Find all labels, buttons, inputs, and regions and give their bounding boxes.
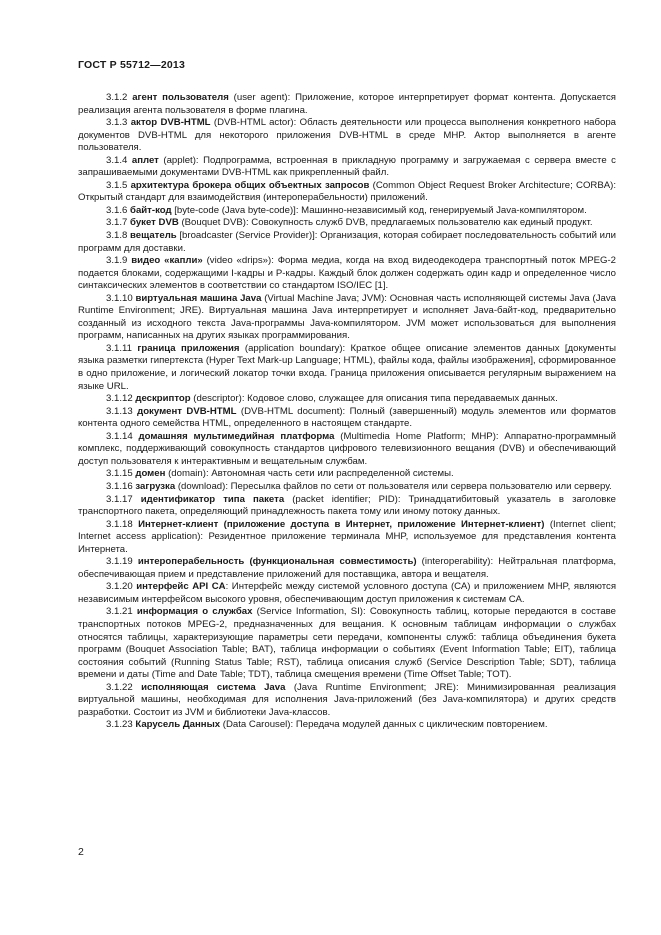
- definition-term: исполняющая система Java: [141, 681, 286, 693]
- definition-entry: [78, 481, 616, 494]
- definition-text: (Common Object Request Broker Architecture; CORBA): Открытый стандарт для взаимодействия (интероперабельности) приложений.: [78, 179, 617, 204]
- definition-text: [broadcaster (Service Provider)]: Организация, которая собирает последовательность событий или программ для доставки.: [78, 230, 616, 254]
- definition-text: (download): Пересылка файлов по сети от пользователя или сервера пользователю или серверу.: [175, 480, 612, 492]
- definition-term: интерфейс API CA: [136, 581, 226, 593]
- definition-entry: [78, 393, 616, 406]
- definition-entry: [78, 205, 616, 218]
- definition-entry: [78, 92, 616, 117]
- definition-number: 3.1.4: [106, 154, 128, 166]
- definition-number: 3.1.16: [106, 480, 133, 492]
- definition-text: (application boundary): Краткое общее описание элементов данных [документы языка разметки гипертекста (Hyper Text Mark-up Language; HTML), файлы кода, файлы изображения], сформированное в одно приложение, и логический локатор точки входа. Граница приложения описывается регулярным выражением на языке URL.: [78, 342, 617, 392]
- definition-text: (Internet client; Internet access application): Резидентное приложение терминала MHP, используемое для представления контента Интернета.: [78, 518, 616, 555]
- definition-term: Интернет-клиент (приложение доступа в Интернет, приложение Интернет-клиент): [138, 518, 545, 530]
- definition-text: (Virtual Machine Java; JVM): Основная часть исполняющей системы Java (Java Runtime Environment; JRE). Виртуальная машина Java интерпретирует и исполняет Java-байт-код, предварительно созданный из исходного текста Java-программы Java-компилятором. JVM может использоваться для выполнения программ, написанных на других языках программирования.: [78, 292, 616, 342]
- definition-text: (Data Carousel): Передача модулей данных с циклическим повторением.: [220, 719, 548, 731]
- definition-term: интероперабельность (функциональная совместимость): [137, 556, 417, 568]
- definition-term: идентификатор типа пакета: [140, 493, 285, 505]
- definition-entry: [78, 431, 616, 469]
- definition-entry: [78, 217, 616, 230]
- definition-number: 3.1.22: [106, 681, 133, 693]
- definition-text: (domain): Автономная часть сети или распределенной системы.: [165, 468, 454, 480]
- definition-number: 3.1.11: [106, 342, 132, 354]
- page-number: 2: [78, 846, 84, 858]
- definition-term: документ DVB-HTML: [137, 405, 237, 417]
- definition-number: 3.1.18: [106, 518, 133, 530]
- definition-number: 3.1.3: [106, 117, 128, 129]
- definition-term: информация о службах: [136, 606, 253, 618]
- definition-entry: [78, 519, 616, 557]
- document-header: ГОСТ Р 55712—2013: [78, 59, 186, 71]
- definition-term: аплет: [131, 154, 159, 166]
- definition-number: 3.1.2: [106, 92, 128, 103]
- definition-entry: [78, 343, 616, 393]
- definition-entry: [78, 117, 616, 155]
- definition-entry: [78, 581, 616, 606]
- definitions-section: [78, 92, 616, 732]
- definition-entry: [78, 180, 616, 205]
- definition-text: (descriptor): Кодовое слово, служащее для описания типа передаваемых данных.: [190, 393, 558, 405]
- definition-number: 3.1.15: [106, 468, 133, 480]
- definition-term: букет DVB: [130, 217, 179, 229]
- definition-entry: [78, 406, 616, 431]
- definition-text: : Интерфейс между системой условного доступа (СА) и приложением MHP, являются независимым интерфейсом высокого уровня, обеспечивающим доступ приложения к системам СА.: [78, 581, 617, 605]
- definition-text: (applet): Подпрограмма, встроенная в прикладную программу и загружаемая с сервера вместе с запрашиваемыми документами DVB-HTML как прикрепленный файл.: [78, 154, 616, 179]
- definition-entry: [78, 155, 616, 180]
- definition-term: актор DVB-HTML: [130, 117, 211, 129]
- definition-entry: [78, 682, 616, 720]
- definition-text: (user agent): Приложение, которое интерпретирует формат контента. Допускается реализация агента пользователя в форме плагина.: [78, 92, 616, 116]
- definition-term: граница приложения: [137, 342, 240, 354]
- definition-number: 3.1.10: [106, 292, 133, 304]
- definition-term: домен: [135, 468, 166, 480]
- definition-entry: [78, 468, 616, 481]
- definition-term: Карусель Данных: [135, 719, 221, 731]
- definition-number: 3.1.6: [106, 204, 128, 216]
- definition-number: 3.1.20: [106, 581, 133, 593]
- definition-term: вещатель: [130, 230, 177, 242]
- definition-entry: [78, 293, 616, 343]
- definition-text: (video «drips»): Форма медиа, когда на вход видеодекодера транспортный поток MPEG-2 подается блоками, содержащими I-кадры и Р-кадры. Каждый блок должен содержать один кадр и определенное число синтаксических элементов в соответствии со стандартом ISO/IEC [1].: [78, 255, 617, 292]
- definition-text: (interoperability): Нейтральная платформа, обеспечивающая прием и представление приложений для поставщика, автора и вещателя.: [78, 556, 616, 580]
- definition-number: 3.1.14: [106, 430, 133, 442]
- definition-text: (DVB-HTML document): Полный (завершенный) модуль элементов или форматов контента одного семейства HTML, определенного в настоящем стандарте.: [78, 405, 616, 430]
- definition-entry: [78, 606, 616, 681]
- definition-number: 3.1.9: [106, 255, 128, 267]
- definition-text: (Multimedia Home Platform; MHP): Аппаратно-программный комплекс, поддерживающий совокупность стандартов цифрового телевизионного вещания (DVB) и обеспечивающий доступ пользователя к интерактивным и вещательным службам.: [78, 430, 617, 467]
- definition-term: виртуальная машина Java: [135, 292, 262, 304]
- definition-entry: [78, 556, 616, 581]
- definition-number: 3.1.8: [106, 230, 128, 242]
- definition-text: [byte-code (Java byte-code)]: Машинно-независимый код, генерируемый Java-компилятором.: [171, 204, 587, 216]
- definition-number: 3.1.21: [106, 606, 133, 618]
- definition-term: видео «капли»: [131, 255, 203, 267]
- definition-term: домашняя мультимедийная платформа: [138, 430, 335, 442]
- definition-number: 3.1.7: [106, 217, 128, 229]
- definition-term: архитектура брокера общих объектных запросов: [130, 179, 370, 191]
- definition-number: 3.1.19: [106, 556, 133, 568]
- definition-text: (Bouquet DVB): Совокупность служб DVB, предлагаемых пользователю как единый продукт.: [178, 217, 593, 229]
- definition-number: 3.1.23: [106, 719, 133, 731]
- definition-term: загрузка: [135, 480, 176, 492]
- definition-entry: [78, 255, 616, 293]
- definition-text: (DVB-HTML actor): Область деятельности или процесса выполнения конкретного набора документов DVB-HTML для некоторого приложения DVB-HTML в среде MHP. Актор выполняется в агенте пользователя.: [78, 117, 616, 154]
- definition-number: 3.1.12: [106, 393, 133, 405]
- definition-term: дескриптор: [135, 393, 191, 405]
- definition-entry: [78, 230, 616, 255]
- definition-text: (packet identifier; PID): Тринадцатибитовый указатель в заголовке транспортного пакета, определяющий принадлежность пакета тому или иному потоку данных.: [78, 493, 616, 518]
- definition-number: 3.1.17: [106, 493, 133, 505]
- definition-term: агент пользователя: [132, 92, 229, 103]
- definition-entry: [78, 494, 616, 519]
- definition-number: 3.1.5: [106, 179, 128, 191]
- definition-number: 3.1.13: [106, 405, 133, 417]
- definition-text: (Service Information, SI): Совокупность таблиц, которые передаются в составе транспортных потоков MPEG-2, предназначенных для вещания. К основным таблицам информации о службах относятся таблицы, характеризующие параметры сети передачи, компоненты служб: таблица объединения букета программ (Bouquet Association Table; BAT), таблица информации о событиях (Event Information Table; EIT), таблица состояния событий (Running Status Table; RST), таблица описания служб (Service Description Table; SDT), таблица времени и даты (Time and Date Table; TDT), таблица смещения времени (Time Offset Table; TOT).: [78, 606, 616, 681]
- definition-entry: [78, 719, 616, 732]
- definition-text: (Java Runtime Environment; JRE): Минимизированная реализация виртуальной машины, необходимая для исполнения Java-приложений (без Java-компилятора) и других средств разработки. Состоит из JVM и библиотеки Java-классов.: [78, 681, 616, 718]
- definition-term: байт-код: [130, 204, 172, 216]
